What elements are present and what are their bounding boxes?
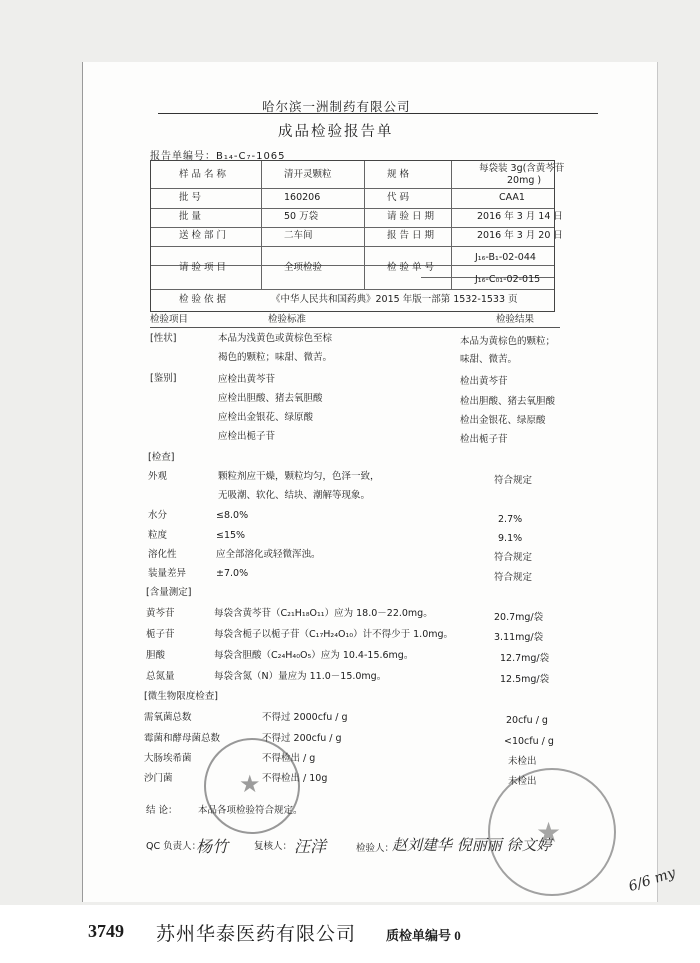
value-spec-line2: 20mg ) [507,175,542,186]
assay-std: 每袋含胆酸（C₂₄H₄₀O₅）应为 10.4-15.6mg。 [214,650,414,661]
review-signature: 汪洋 [294,837,327,856]
value-code: CAA1 [499,192,525,203]
micro-res: <10cfu / g [504,736,554,747]
ident-res: 检出黄芩苷 [460,376,508,387]
company-name: 哈尔滨一洲制药有限公司 [262,99,411,114]
col-item: 检验项目 [150,314,189,325]
section-check-heading: [检查] [148,452,175,463]
check-std: ≤8.0% [216,510,249,521]
label-dept: 送 检 部 门 [179,230,227,241]
value-basis: 《中华人民共和国药典》2015 年版一部第 1532-1533 页 [271,294,518,305]
ident-std: 应检出金银花、绿原酸 [218,412,314,423]
label-spec: 规 格 [387,169,410,180]
value-batch-size: 50 万袋 [284,211,319,222]
assay-res: 12.5mg/袋 [500,674,550,685]
label-test-items: 请 验 项 目 [179,262,227,273]
check-item: 溶化性 [148,549,177,560]
check-std: 无吸潮、软化、结块、潮解等现象。 [218,490,371,501]
section-micro-heading: [微生物限度检查] [144,691,218,702]
props-res-2: 味甜、微苦。 [460,354,518,365]
assay-item: 胆酸 [146,650,166,661]
ident-std: 应检出胆酸、猪去氧胆酸 [218,393,323,404]
section-ident-heading: [鉴别] [150,373,177,384]
check-std: ±7.0% [216,568,249,579]
label-batch-size: 批 量 [179,211,202,222]
quality-seal-left [204,738,300,834]
micro-item: 需氧菌总数 [144,712,192,723]
value-test-no-2: J₁₆-C₀₁-02-015 [475,274,541,285]
assay-res: 12.7mg/袋 [500,653,550,664]
report-number: 报告单编号：B₁₄-C₇-1065 [150,151,286,162]
header-divider [150,327,560,328]
assay-res: 20.7mg/袋 [494,612,544,623]
assay-item: 栀子苷 [146,629,175,640]
value-request-date: 2016 年 3 月 14 日 [477,211,563,222]
micro-item: 沙门菌 [144,773,173,784]
assay-item: 黄芩苷 [146,608,175,619]
section-props-heading: [性状] [150,333,177,344]
inspector-label: 检验人： [356,843,395,854]
assay-item: 总氮量 [146,671,175,682]
report-title: 成品检验报告单 [278,124,394,140]
label-batch-no: 批 号 [179,192,202,203]
footer-qc-number: 质检单编号 0 [386,928,461,943]
value-batch-no: 160206 [284,192,321,203]
ident-res: 检出金银花、绿原酸 [460,415,546,426]
label-request-date: 请 验 日 期 [387,211,435,222]
assay-res: 3.11mg/袋 [494,632,544,643]
value-dept: 二车间 [284,230,313,241]
micro-item: 霉菌和酵母菌总数 [144,733,221,744]
micro-item: 大肠埃希菌 [144,753,192,764]
value-test-items: 全项检验 [284,262,323,273]
ident-res: 检出胆酸、猪去氧胆酸 [460,396,556,407]
assay-std: 每袋含黄芩苷（C₂₁H₁₈O₁₁）应为 18.0－22.0mg。 [214,608,433,619]
micro-std: 不得过 2000cfu / g [262,712,348,723]
check-res: 符合规定 [494,572,533,583]
check-std: 应全部溶化或轻微浑浊。 [216,549,321,560]
value-report-date: 2016 年 3 月 20 日 [477,230,563,241]
assay-std: 每袋含栀子以栀子苷（C₁₇H₂₄O₁₀）计不得少于 1.0mg。 [214,629,454,640]
label-basis: 检 验 依 据 [179,294,227,305]
seal-star-icon: ★ [536,816,562,849]
micro-res: 未检出 [508,756,537,767]
value-spec-line1: 每袋装 3g(含黄芩苷 [479,163,565,174]
props-res-1: 本品为黄棕色的颗粒； [460,336,556,347]
check-std: ≤15% [216,530,246,541]
micro-res: 20cfu / g [506,715,548,726]
micro-res: 未检出 [508,776,537,787]
inspector-signature: 赵刘建华 倪丽丽 徐文婷 [392,836,552,854]
info-table [150,160,565,312]
conclusion-text: 本品各项检验符合规定。 [198,805,303,816]
label-report-date: 报 告 日 期 [387,230,435,241]
qc-signature: 杨竹 [196,837,229,856]
handwritten-corner-note: 6/6 my [626,864,678,896]
check-item: 外观 [148,471,168,482]
micro-std: 不得检出 / g [262,753,316,764]
label-code: 代 码 [387,192,410,203]
micro-std: 不得过 200cfu / g [262,733,342,744]
review-label: 复核人： [254,841,293,852]
check-res: 9.1% [498,533,523,544]
ident-std: 应检出栀子苷 [218,431,276,442]
check-item: 粒度 [148,530,168,541]
label-test-no: 检 验 单 号 [387,262,435,273]
quality-seal-right [488,768,616,896]
col-standard: 检验标准 [268,314,307,325]
props-std-2: 褐色的颗粒；味甜、微苦。 [218,352,333,363]
check-item: 装量差异 [148,568,187,579]
section-assay-heading: [含量测定] [146,587,192,598]
check-item: 水分 [148,510,168,521]
assay-std: 每袋含氮（N）量应为 11.0－15.0mg。 [214,671,387,682]
ident-res: 检出栀子苷 [460,434,508,445]
label-sample-name: 样 品 名 称 [179,169,227,180]
ident-std: 应检出黄芩苷 [218,374,276,385]
qc-label: QC 负责人： [146,841,202,852]
value-sample-name: 清开灵颗粒 [284,169,332,180]
footer-number: 3749 [88,921,124,941]
check-res: 符合规定 [494,475,533,486]
value-test-no-1: J₁₆-B₁-02-044 [475,252,536,263]
check-std: 颗粒剂应干燥，颗粒均匀，色泽一致， [218,471,380,482]
conclusion-label: 结 论： [146,805,178,816]
footer-bar [0,905,700,963]
check-res: 2.7% [498,514,523,525]
check-res: 符合规定 [494,552,533,563]
seal-star-icon: ★ [239,770,261,798]
footer-company: 苏州华泰医药有限公司 [156,924,357,945]
props-std-1: 本品为浅黄色或黄棕色至棕 [218,333,333,344]
micro-std: 不得检出 / 10g [262,773,328,784]
col-result: 检验结果 [496,314,535,325]
